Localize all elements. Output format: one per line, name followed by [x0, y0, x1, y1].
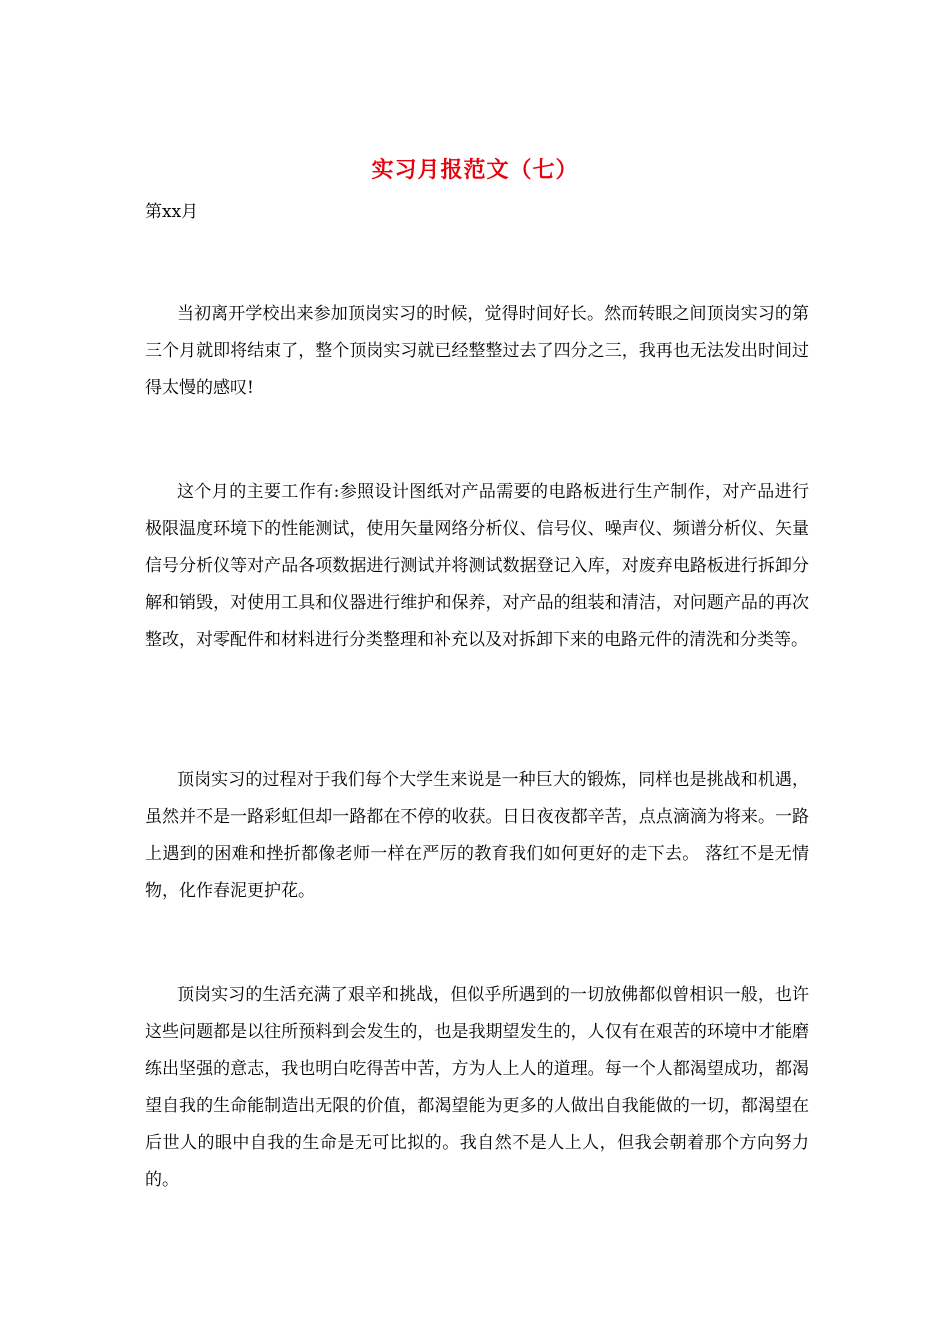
month-label: 第xx月 [145, 202, 199, 222]
paragraph-4: 顶岗实习的生活充满了艰辛和挑战，但似乎所遇到的一切放佛都似曾相识一般，也许这些问题都是以往所预料到会发生的，也是我期望发生的，人仅有在艰苦的环境中才能磨练出坚强的意志，我也明白吃得苦中苦，方为人上人的道理。每一个人都渴望成功，都渴望自我的生命能制造出无限的价值，都渴望能为更多的人做出自我能做的一切，都渴望在后世人的眼中自我的生命是无可比拟的。我自然不是人上人，但我会朝着那个方向努力的。 [145, 985, 809, 1190]
document-title: 实习月报范文（七） [371, 157, 579, 183]
paragraph-2: 这个月的主要工作有:参照设计图纸对产品需要的电路板进行生产制作，对产品进行极限温度环境下的性能测试，使用矢量网络分析仪、信号仪、噪声仪、频谱分析仪、矢量信号分析仪等对产品各项数据进行测试并将测试数据登记入库，对废弃电路板进行拆卸分解和销毁，对使用工具和仪器进行维护和保养，对产品的组装和清洁，对问题产品的再次整改，对零配件和材料进行分类整理和补充以及对拆卸下来的电路元件的清洗和分类等。 [145, 482, 809, 650]
paragraph-1: 当初离开学校出来参加顶岗实习的时候，觉得时间好长。然而转眼之间顶岗实习的第三个月就即将结束了，整个顶岗实习就已经整整过去了四分之三，我再也无法发出时间过得太慢的感叹! [145, 304, 809, 398]
paragraph-3: 顶岗实习的过程对于我们每个大学生来说是一种巨大的锻炼，同样也是挑战和机遇，虽然并不是一路彩虹但却一路都在不停的收获。日日夜夜都辛苦，点点滴滴为将来。一路上遇到的困难和挫折都像老师一样在严厉的教育我们如何更好的走下去。 落红不是无情物，化作春泥更护花。 [145, 770, 809, 901]
